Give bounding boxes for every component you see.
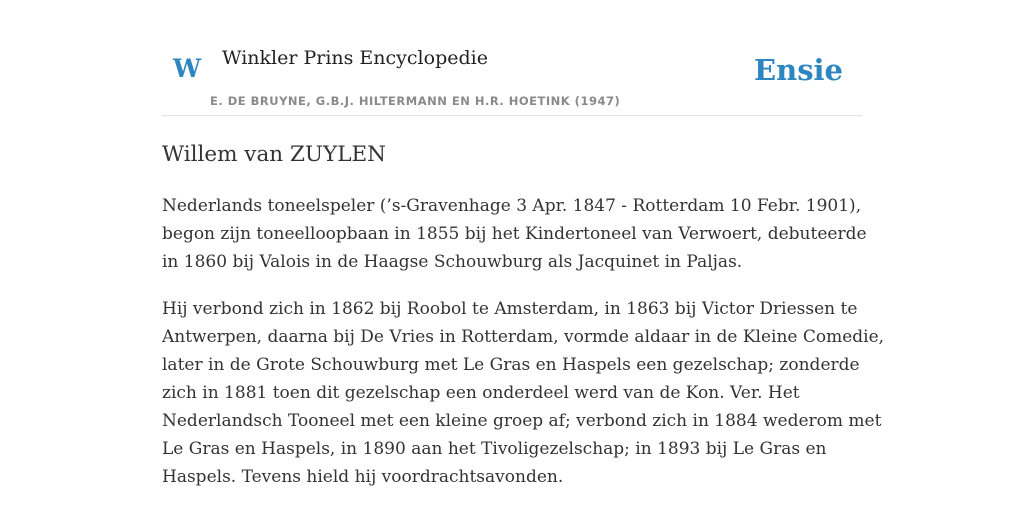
encyclopedia-title[interactable]: Winkler Prins Encyclopedie bbox=[222, 47, 488, 69]
encyclopedia-authors: E. DE BRUYNE, G.B.J. HILTERMANN EN H.R. HOETINK (1947) bbox=[210, 94, 621, 108]
site-header bbox=[162, 0, 862, 116]
winkler-prins-logo[interactable]: W bbox=[173, 54, 202, 83]
ensie-logo[interactable]: Ensie bbox=[754, 53, 843, 87]
article-paragraph-1 bbox=[162, 192, 867, 276]
article-paragraph-2 bbox=[162, 295, 885, 491]
paragraph-line: in 1860 bij Valois in de Haagse Schouwburg als Jacquinet in Paljas. bbox=[162, 252, 743, 272]
paragraph-line: Antwerpen, daarna bij De Vries in Rotterdam, vormde aldaar in de Kleine Comedie, bbox=[162, 327, 885, 347]
paragraph-line: Hij verbond zich in 1862 bij Roobol te Amsterdam, in 1863 bij Victor Driessen te bbox=[162, 299, 858, 319]
paragraph-line: zich in 1881 toen dit gezelschap een onderdeel werd van de Kon. Ver. Het bbox=[162, 383, 800, 403]
article-title: Willem van ZUYLEN bbox=[162, 142, 386, 167]
page bbox=[162, 0, 885, 487]
paragraph-line: Nederlandsch Tooneel met een kleine groep af; verbond zich in 1884 wederom met bbox=[162, 411, 882, 431]
paragraph-line: later in de Grote Schouwburg met Le Gras en Haspels een gezelschap; zonderde bbox=[162, 355, 860, 375]
paragraph-line: Le Gras en Haspels, in 1890 aan het Tivoligezelschap; in 1893 bij Le Gras en bbox=[162, 439, 827, 459]
paragraph-line: begon zijn toneelloopbaan in 1855 bij het Kindertoneel van Verwoert, debuteerde bbox=[162, 224, 867, 244]
paragraph-line: Haspels. Tevens hield hij voordrachtsavonden. bbox=[162, 467, 564, 487]
paragraph-line: Nederlands toneelspeler (’s-Gravenhage 3 Apr. 1847 - Rotterdam 10 Febr. 1901), bbox=[162, 196, 862, 216]
